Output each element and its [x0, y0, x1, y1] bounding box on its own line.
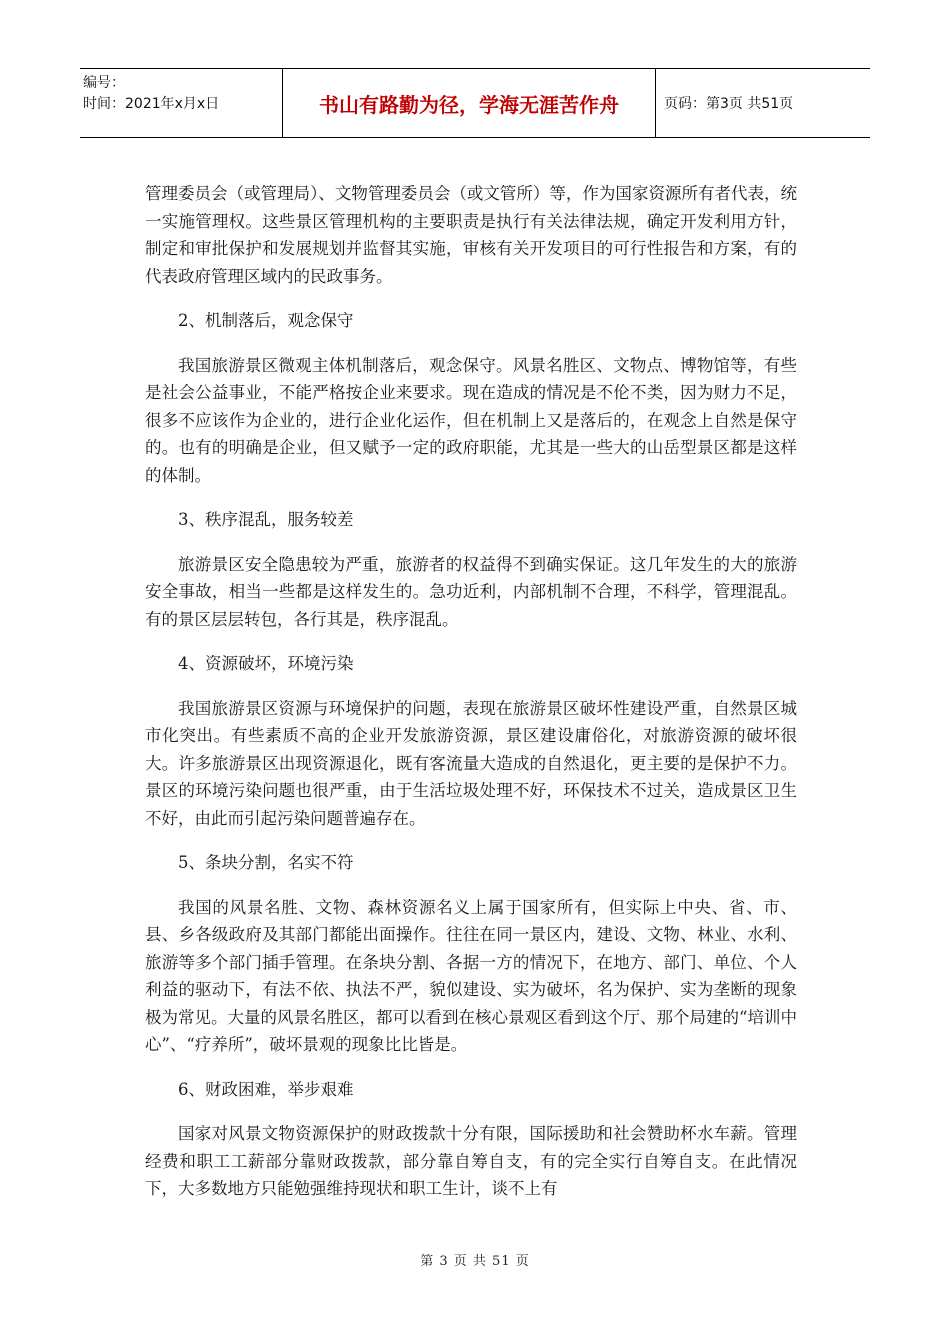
header-motto: 书山有路勤为径，学海无涯苦作舟 [283, 69, 656, 137]
document-time-label: 时间：2021年x月x日 [83, 96, 220, 112]
section-heading: 3、秩序混乱，服务较差 [178, 510, 354, 529]
section-heading: 4、资源破坏，环境污染 [178, 654, 354, 673]
paragraph: 我国旅游景区微观主体机制落后，观念保守。风景名胜区、文物点、博物馆等，有些是社会公益事业，不能严格按企业来要求。现在造成的情况是不伦不类，因为财力不足，很多不应该作为企业的，进行企业化运作，但在机制上又是落后的，在观念上自然是保守的。也有的明确是企业，但又赋予一定的政府职能，尤其是一些大的山岳型景区都是这样的体制。 [145, 355, 797, 485]
section-heading: 5、条块分割，名实不符 [178, 853, 354, 872]
paragraph: 管理委员会（或管理局）、文物管理委员会（或文管所）等，作为国家资源所有者代表，统一实施管理权。这些景区管理机构的主要职责是执行有关法律法规，确定开发利用方针，制定和审批保护和发展规划并监督其实施，审核有关开发项目的可行性报告和方案，有的代表政府管理区域内的民政事务。 [145, 184, 797, 286]
paragraph: 国家对风景文物资源保护的财政拨款十分有限，国际援助和社会赞助杯水车薪。管理经费和职工工薪部分靠财政拨款，部分靠自筹自支，有的完全实行自筹自支。在此情况下，大多数地方只能勉强维持现状和职工生计，谈不上有 [145, 1124, 797, 1198]
page-footer: 第 3 页 共 51 页 [420, 1254, 530, 1269]
document-number-label: 编号： [83, 75, 125, 91]
paragraph: 我国旅游景区资源与环境保护的问题，表现在旅游景区破坏性建设严重，自然景区城市化突出。有些素质不高的企业开发旅游资源，景区建设庸俗化，对旅游资源的破坏很大。许多旅游景区出现资源退化，既有客流量大造成的自然退化，更主要的是保护不力。景区的环境污染问题也很严重，由于生活垃圾处理不好，环保技术不过关，造成景区卫生不好，由此而引起污染问题普遍存在。 [145, 698, 797, 828]
header-page-info: 页码：第3页 共51页 [664, 96, 794, 112]
document-body [145, 180, 797, 1220]
header-meta [80, 69, 283, 137]
section-heading: 2、机制落后，观念保守 [178, 311, 354, 330]
page-header [80, 68, 870, 138]
paragraph: 我国的风景名胜、文物、森林资源名义上属于国家所有，但实际上中央、省、市、县、乡各级政府及其部门都能出面操作。往往在同一景区内，建设、文物、林业、水利、旅游等多个部门插手管理。在条块分割、各据一方的情况下，在地方、部门、单位、个人利益的驱动下，有法不依、执法不严，貌似建设、实为破坏，名为保护、实为垄断的现象极为常见。大量的风景名胜区，都可以看到在核心景观区看到这个厅、那个局建的“培训中心”、“疗养所”，破坏景观的现象比比皆是。 [145, 897, 797, 1054]
paragraph: 旅游景区安全隐患较为严重，旅游者的权益得不到确实保证。这几年发生的大的旅游安全事故，相当一些都是这样发生的。急功近利，内部机制不合理，不科学，管理混乱。有的景区层层转包，各行其是，秩序混乱。 [145, 554, 797, 629]
section-heading: 6、财政困难，举步艰难 [178, 1079, 354, 1099]
